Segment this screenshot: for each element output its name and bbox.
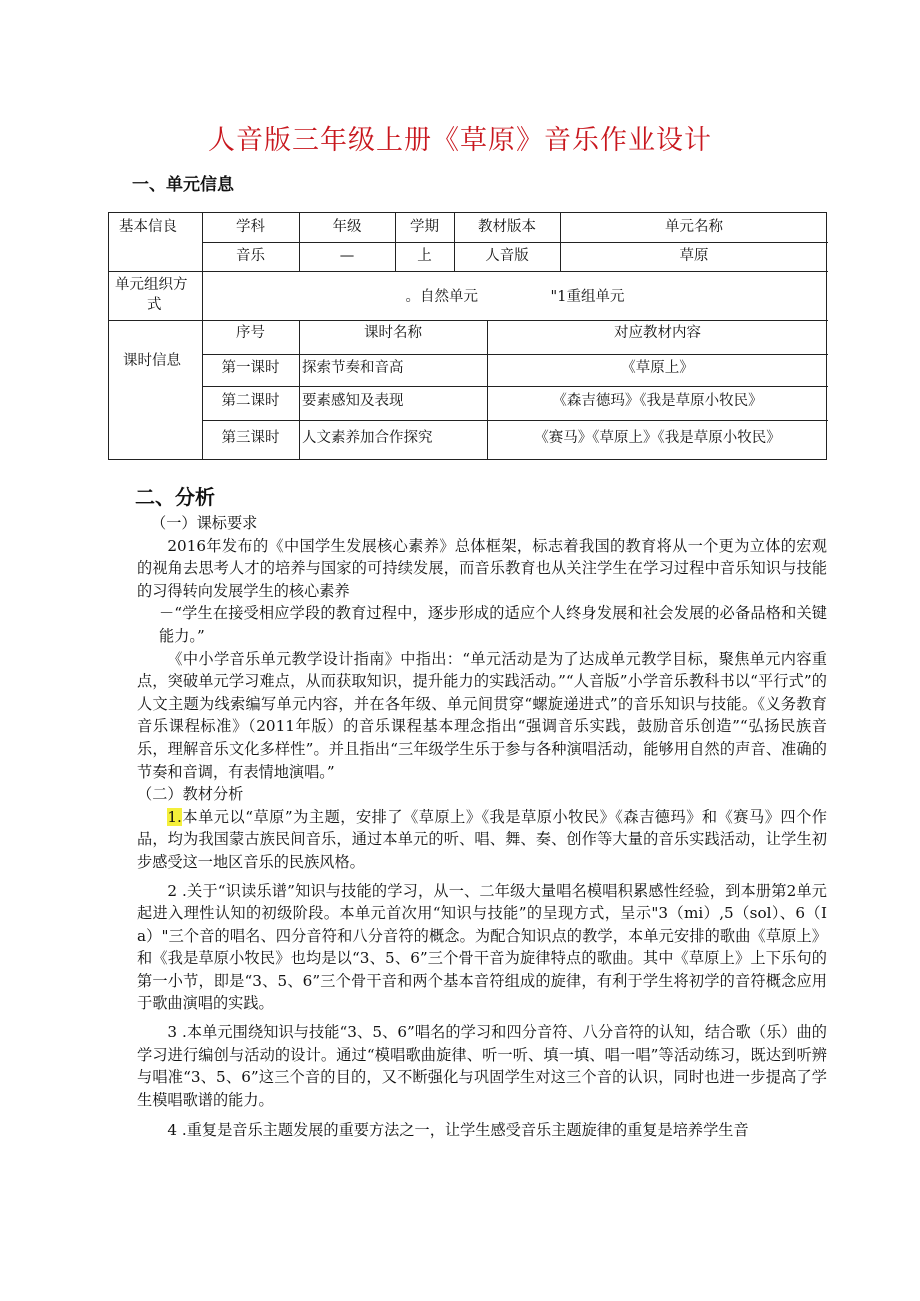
paragraph-analysis-3: 3 .本单元围绕知识与技能“3、5、6”唱名的学习和四分音符、八分音符的认知，结合歌（乐）曲的学习进行编创与活动的设计。通过“模唱歌曲旋律、听一听、填一填、唱一唱”等活动练习，既达到听辨与唱准“3、5、6”这三个音的目的，又不断强化与巩固学生对这三个音的认识，同时也进一步提高了学生模唱歌谱的能力。 (137, 1023, 827, 1109)
header-subject: 学科 (236, 219, 265, 235)
value-term: 上 (417, 248, 432, 264)
header-term: 学期 (410, 219, 439, 235)
paragraph-core-literacy: 2016年发布的《中国学生发展核心素养》总体框架，标志着我国的教育将从一个更为立体的宏观的视角去思考人才的培养与国家的可持续发展，而音乐教育也从关注学生在学习过程中音乐知识与技能的习得转向发展学生的核心素养 (137, 536, 827, 600)
value-unit-name: 草原 (679, 248, 709, 264)
paragraph-guide: 《中小学音乐单元教学设计指南》中指出：“单元活动是为了达成单元教学目标，聚焦单元内容重点，突破单元学习难点，从而获取知识，提升能力的实践活动。”“人音版”小学音乐教科书以“平行式”的人文主题为线索编写单元内容，并在各年级、单元间贯穿“螺旋递进式”的音乐知识与技能。《义务教育音乐课程标准》（2011年版）的音乐课程基本理念指出“强调音乐实践，鼓励音乐创造”“弘扬民族音乐，理解音乐文化多样性”。并且指出“三年级学生乐于参与各种演唱活动，能够用自然的声音、准确的节奏和音调，有表情地演唱。” (137, 649, 827, 781)
paragraph-analysis-4: 4 .重复是音乐主题发展的重要方法之一，让学生感受音乐主题旋律的重复是培养学生音 (167, 1121, 749, 1140)
lesson-2-no: 第二课时 (221, 393, 280, 409)
analysis-body (137, 512, 827, 1142)
lesson-header-no: 序号 (236, 325, 265, 341)
unit-info-table (108, 212, 827, 460)
subheading-textbook: （二）教材分析 (137, 785, 244, 804)
basic-info-label: 基本信良 (119, 219, 177, 235)
lesson-header-content: 对应教材内容 (614, 325, 701, 341)
lesson-info-label: 课时信息 (123, 353, 181, 369)
header-grade: 年级 (332, 219, 362, 235)
paragraph-analysis-2: 2 .关于“识读乐谱”知识与技能的学习，从一、二年级大量唱名模唱积累感性经验，到本册第2单元起进入理性认知的初级阶段。本单元首次用“知识与技能”的呈现方式，呈示"3（mi）,5（sol）、6（Ia）"三个音的唱名、四分音符和八分音符的概念。为配合知识点的教学，本单元安排的歌曲《草原上》和《我是草原小牧民》也均是以“3、5、6”三个骨干音为旋律特点的歌曲。其中《草原上》上下乐句的第一小节，即是“3、5、6”三个骨干音和两个基本音符组成的旋律，有利于学生将初学的音符概念应用于歌曲演唱的实践。 (137, 881, 827, 1013)
value-grade: — (339, 248, 355, 264)
lesson-1-name: 探索节奏和音高 (302, 360, 404, 376)
section-heading-analysis: 二、分析 (135, 485, 215, 509)
lesson-2-content: 《森吉德玛》《我是草原小牧民》 (552, 393, 763, 409)
paragraph-analysis-1 (137, 806, 827, 874)
header-edition: 教材版本 (478, 219, 536, 235)
document-title: 人音版三年级上册《草原》音乐作业设计 (208, 125, 712, 156)
subheading-curriculum: （一）课标要求 (151, 514, 258, 532)
section-heading-unit-info: 一、单元信息 (132, 175, 234, 195)
org-value: 。自然单元 "1重组单元 (405, 289, 625, 305)
lesson-2-name: 要素感知及表现 (302, 393, 404, 409)
value-edition: 人音版 (485, 248, 529, 264)
lesson-3-name: 人文素养加合作探究 (302, 430, 433, 446)
org-label-line2: 式 (147, 297, 162, 313)
paragraph-core-literacy-quote: －“学生在接受相应学段的教育过程中，逐步形成的适应个人终身发展和社会发展的必备品格和关键能力。” (159, 604, 827, 645)
org-label-line1: 单元组织方 (115, 277, 188, 293)
lesson-header-name: 课时名称 (364, 325, 422, 341)
header-unit-name: 单元名称 (665, 219, 723, 235)
highlight-number: 1. (167, 807, 182, 826)
paragraph-analysis-1-text: 本单元以“草原”为主题，安排了《草原上》《我是草原小牧民》《森吉德玛》和《赛马》四个作品，均为我国蒙古族民间音乐，通过本单元的听、唱、舞、奏、创作等大量的音乐实践活动，让学生初步感受这一地区音乐的民族风格。 (137, 807, 827, 871)
lesson-3-no: 第三课时 (221, 430, 280, 446)
lesson-1-content: 《草原上》 (621, 360, 694, 376)
lesson-3-content: 《赛马》《草原上》《我是草原小牧民》 (534, 430, 781, 446)
lesson-1-no: 第一课时 (221, 360, 280, 376)
value-subject: 音乐 (236, 248, 265, 264)
